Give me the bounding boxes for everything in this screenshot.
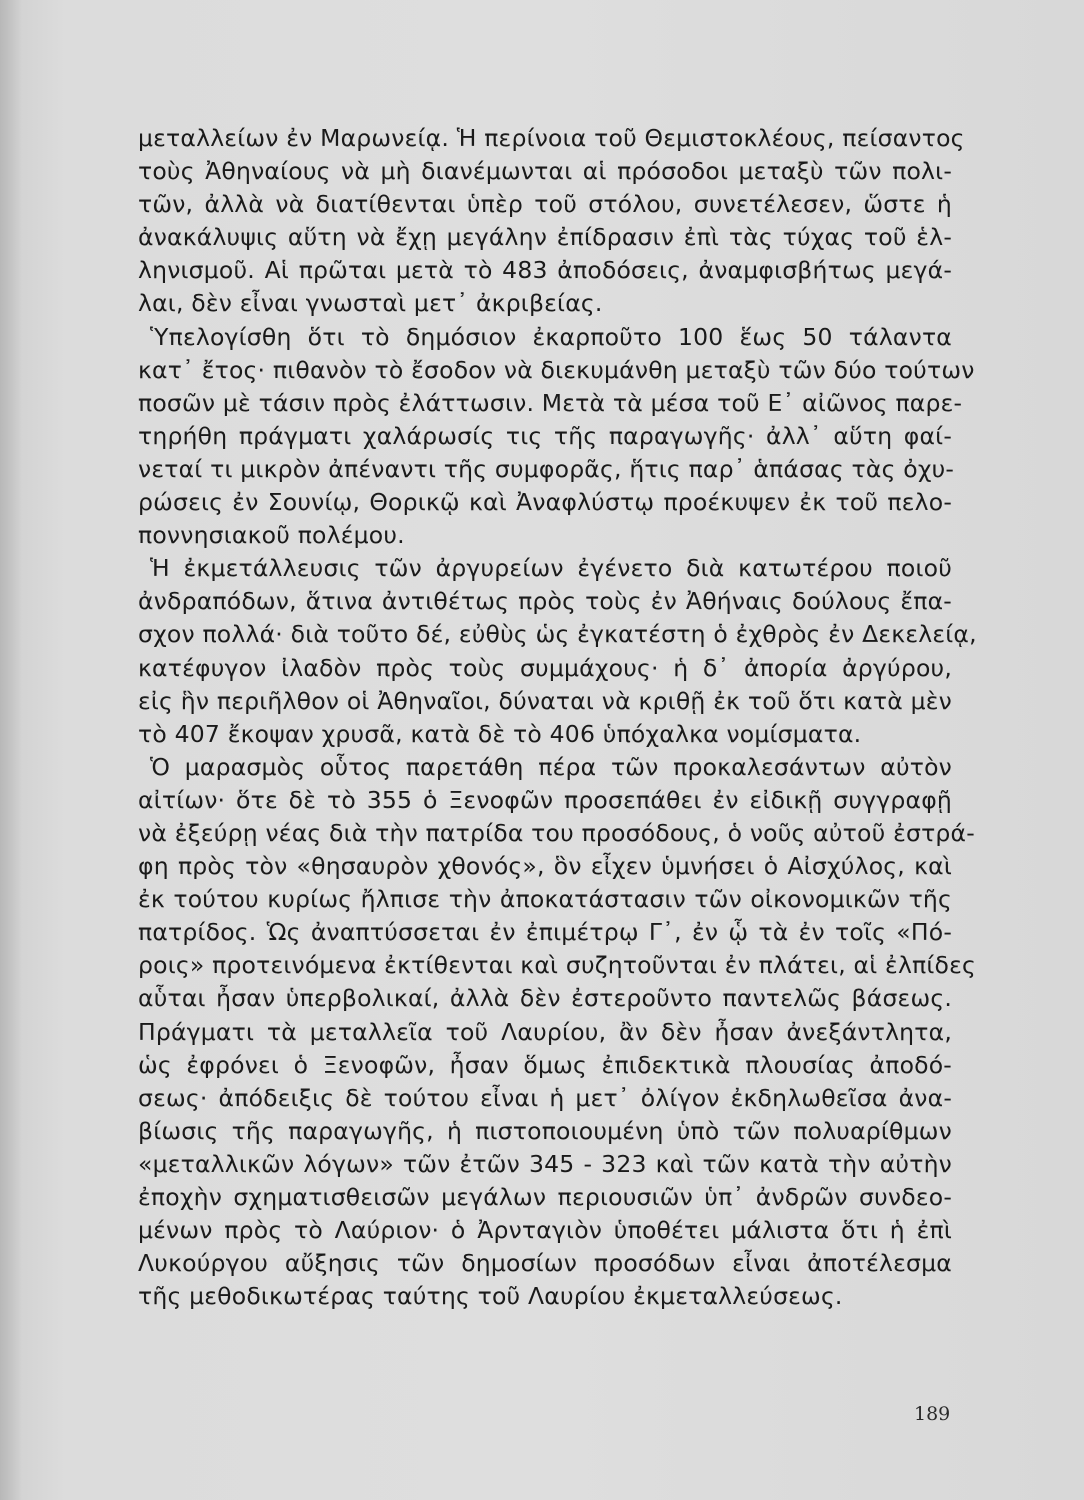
text-line: ἐκ τούτου κυρίως ἤλπισε τὴν ἀποκατάστασιν τῶν οἰκονομικῶν τῆς (138, 885, 952, 914)
text-line: κατ᾽ ἔτος· πιθανὸν τὸ ἔσοδον νὰ διεκυμάνθη μεταξὺ τῶν δύο τούτων (138, 355, 975, 384)
text-line: νὰ ἐξεύρῃ νέας διὰ τὴν πατρίδα του προσόδους, ὁ νοῦς αὐτοῦ ἐστρά- (138, 818, 975, 847)
text-line: τηρήθη πράγματι χαλάρωσίς τις τῆς παραγωγῆς· ἀλλ᾽ αὕτη φαί- (138, 421, 952, 450)
text-line: Ὑπελογίσθη ὅτι τὸ δημόσιον ἐκαρποῦτο 100 ἕως 50 τάλαντα (150, 322, 952, 351)
paragraph-4 (138, 751, 977, 1314)
text-line: τῶν, ἀλλὰ νὰ διατίθενται ὑπὲρ τοῦ στόλου, συνετέλεσεν, ὥστε ἡ (138, 190, 952, 219)
text-line: «μεταλλικῶν λόγων» τῶν ἐτῶν 345 - 323 καὶ τῶν κατὰ τὴν αὐτὴν (138, 1149, 952, 1178)
text-line: σχον πολλά· διὰ τοῦτο δέ, εὐθὺς ὡς ἐγκατέστη ὁ ἐχθρὸς ἐν Δεκελείᾳ, (138, 620, 977, 649)
text-line: αἰτίων· ὅτε δὲ τὸ 355 ὁ Ξενοφῶν προσεπάθει ἐν εἰδικῇ συγγραφῇ (138, 785, 952, 814)
page-number: 189 (914, 1403, 951, 1425)
text-line: εἰς ἣν περιῆλθον οἱ Ἀθηναῖοι, δύναται νὰ κριθῇ ἐκ τοῦ ὅτι κατὰ μὲν (138, 686, 952, 715)
text-line: κατέφυγον ἰλαδὸν πρὸς τοὺς συμμάχους· ἡ δ᾽ ἀπορία ἀργύρου, (138, 653, 952, 682)
text-line: ρώσεις ἐν Σουνίῳ, Θορικῷ καὶ Ἀναφλύστῳ προέκυψεν ἐκ τοῦ πελο- (138, 488, 952, 517)
text-line: ποσῶν μὲ τάσιν πρὸς ἐλάττωσιν. Μετὰ τὰ μέσα τοῦ Ε᾽ αἰῶνος παρε- (138, 388, 963, 417)
text-line: σεως· ἀπόδειξις δὲ τούτου εἶναι ἡ μετ᾽ ὀλίγον ἐκδηλωθεῖσα ἀνα- (138, 1083, 952, 1112)
text-line: ἀνδραπόδων, ἅτινα ἀντιθέτως πρὸς τοὺς ἐν Ἀθήναις δούλους ἔπα- (138, 587, 952, 616)
text-line: Ἡ ἐκμετάλλευσις τῶν ἀργυρείων ἐγένετο διὰ κατωτέρου ποιοῦ (150, 554, 952, 583)
text-line: Λυκούργου αὔξησις τῶν δημοσίων προσόδων εἶναι ἀποτέλεσμα (138, 1249, 952, 1278)
body-text (138, 122, 977, 1313)
text-line: μένων πρὸς τὸ Λαύριον· ὁ Ἀρνταγιὸν ὑποθέτει μάλιστα ὅτι ἡ ἐπὶ (138, 1216, 952, 1245)
text-line: ποννησιακοῦ πολέμου. (138, 521, 405, 550)
text-line: ἐποχὴν σχηματισθεισῶν μεγάλων περιουσιῶν ὑπ᾽ ἀνδρῶν συνδεο- (138, 1183, 952, 1211)
text-line: πατρίδος. Ὡς ἀναπτύσσεται ἐν ἐπιμέτρῳ Γ᾽, ἐν ᾧ τὰ ἐν τοῖς «Πό- (138, 918, 952, 947)
text-line: βίωσις τῆς παραγωγῆς, ἡ πιστοποιουμένη ὑπὸ τῶν πολυαρίθμων (138, 1116, 952, 1145)
text-line: ὡς ἐφρόνει ὁ Ξενοφῶν, ἦσαν ὅμως ἐπιδεκτικὰ πλουσίας ἀποδό- (138, 1050, 952, 1079)
text-line: Ὁ μαρασμὸς οὗτος παρετάθη πέρα τῶν προκαλεσάντων αὐτὸν (150, 752, 952, 781)
text-line: ἀνακάλυψις αὕτη νὰ ἔχῃ μεγάλην ἐπίδρασιν ἐπὶ τὰς τύχας τοῦ ἑλ- (138, 223, 952, 252)
paragraph-3 (138, 552, 977, 751)
text-line: νεταί τι μικρὸν ἀπέναντι τῆς συμφορᾶς, ἥτις παρ᾽ ἁπάσας τὰς ὀχυ- (138, 454, 955, 483)
text-line: ροις» προτεινόμενα ἐκτίθενται καὶ συζητοῦνται ἐν πλάτει, αἱ ἐλπίδες (138, 951, 977, 980)
text-line: μεταλλείων ἐν Μαρωνείᾳ. Ἡ περίνοια τοῦ Θεμιστοκλέους, πείσαντος (138, 124, 965, 152)
text-line: τοὺς Ἀθηναίους νὰ μὴ διανέμωνται αἱ πρόσοδοι μεταξὺ τῶν πολι- (138, 157, 952, 186)
text-line: λαι, δὲν εἶναι γνωσταὶ μετ᾽ ἀκριβείας. (138, 289, 603, 318)
text-line: ληνισμοῦ. Αἱ πρῶται μετὰ τὸ 483 ἀποδόσεις, ἀναμφισβήτως μεγά- (138, 256, 952, 285)
text-line: φη πρὸς τὸν «θησαυρὸν χθονός», ὃν εἶχεν ὑμνήσει ὁ Αἰσχύλος, καὶ (138, 852, 952, 881)
paragraph-2 (138, 321, 975, 553)
text-line: τὸ 407 ἔκοψαν χρυσᾶ, κατὰ δὲ τὸ 406 ὑπόχαλκα νομίσματα. (138, 719, 862, 748)
text-line: αὗται ἦσαν ὑπερβολικαί, ἀλλὰ δὲν ἐστεροῦντο παντελῶς βάσεως. (138, 984, 952, 1013)
text-line: τῆς μεθοδικωτέρας ταύτης τοῦ Λαυρίου ἐκμεταλλεύσεως. (138, 1282, 843, 1311)
page-gutter-shadow (0, 0, 22, 1500)
text-line: Πράγματι τὰ μεταλλεῖα τοῦ Λαυρίου, ἂν δὲν ἦσαν ἀνεξάντλητα, (138, 1017, 952, 1046)
paragraph-1 (138, 122, 965, 321)
